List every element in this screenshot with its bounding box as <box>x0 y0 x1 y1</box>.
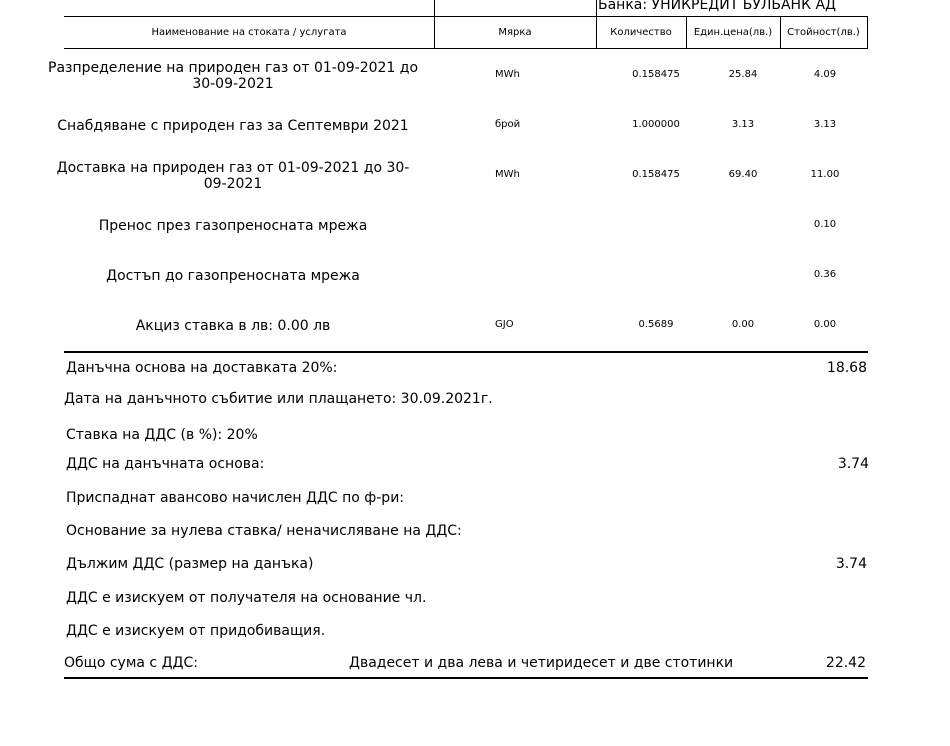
tax-event-date: Дата на данъчното събитие или плащането: 30.09.2021г. <box>64 391 493 407</box>
row-qty: 0.158475 <box>632 169 680 180</box>
vat-recipient: ДДС е изискуем от получателя на основание чл. <box>66 590 427 606</box>
row-name: Пренос през газопреносната мрежа <box>98 218 368 234</box>
vat-due-value: 3.74 <box>835 556 867 572</box>
row-price: 0.00 <box>731 319 755 330</box>
row-total: 3.13 <box>813 119 837 130</box>
total-label: Общо сума с ДДС: <box>64 655 198 671</box>
header-qty: Количество <box>610 27 672 38</box>
header-price: Един.цена(лв.) <box>693 27 773 38</box>
row-unit: MWh <box>495 169 520 180</box>
header-unit: Мярка <box>498 27 532 38</box>
total-words: Двадесет и два лева и четиридесет и две стотинки <box>349 655 734 671</box>
bank-label: Банка: УНИКРЕДИТ БУЛБАНК АД <box>598 0 836 13</box>
row-name: Доставка на природен газ от 01-09-2021 до 30-09-2021 <box>56 160 410 192</box>
table-bottom-rule <box>64 351 868 353</box>
row-qty: 0.5689 <box>638 319 674 330</box>
row-name: Достъп до газопреносната мрежа <box>106 268 360 284</box>
row-name: Акциз ставка в лв: 0.00 лв <box>135 318 331 334</box>
row-price: 25.84 <box>728 69 758 80</box>
vat-acquirer: ДДС е изискуем от придобиващия. <box>66 623 326 639</box>
row-total: 0.00 <box>813 319 837 330</box>
zero-rate-basis: Основание за нулева ставка/ неначисляване на ДДС: <box>66 523 462 539</box>
row-qty: 1.000000 <box>632 119 680 130</box>
vat-on-base-value: 3.74 <box>837 456 869 472</box>
row-name: Снабдяване с природен газ за Септември 2021 <box>57 118 409 134</box>
top-divider-right <box>596 0 597 16</box>
tax-base-label: Данъчна основа на доставката 20%: <box>66 360 338 376</box>
header-total: Стойност(лв.) <box>787 27 860 38</box>
vat-due-label: Дължим ДДС (размер на данъка) <box>66 556 314 572</box>
row-qty: 0.158475 <box>632 69 680 80</box>
total-value: 22.42 <box>825 655 866 671</box>
row-total: 11.00 <box>810 169 840 180</box>
tax-base-value: 18.68 <box>826 360 867 376</box>
header-name: Наименование на стоката / услугата <box>151 27 347 38</box>
advance-vat: Приспаднат авансово начислен ДДС по ф-ри: <box>66 490 405 506</box>
row-unit: GJO <box>495 319 514 330</box>
vat-rate: Ставка на ДДС (в %): 20% <box>66 427 258 443</box>
row-price: 3.13 <box>731 119 755 130</box>
vat-on-base-label: ДДС на данъчната основа: <box>66 456 265 472</box>
row-unit: брой <box>495 119 521 130</box>
row-price: 69.40 <box>728 169 758 180</box>
total-underline <box>64 677 868 679</box>
row-total: 0.10 <box>813 219 837 230</box>
row-name: Разпределение на природен газ от 01-09-2021 до 30-09-2021 <box>48 60 419 92</box>
row-unit: MWh <box>495 69 520 80</box>
row-total: 4.09 <box>813 69 837 80</box>
top-divider-left <box>434 0 435 16</box>
row-total: 0.36 <box>813 269 837 280</box>
